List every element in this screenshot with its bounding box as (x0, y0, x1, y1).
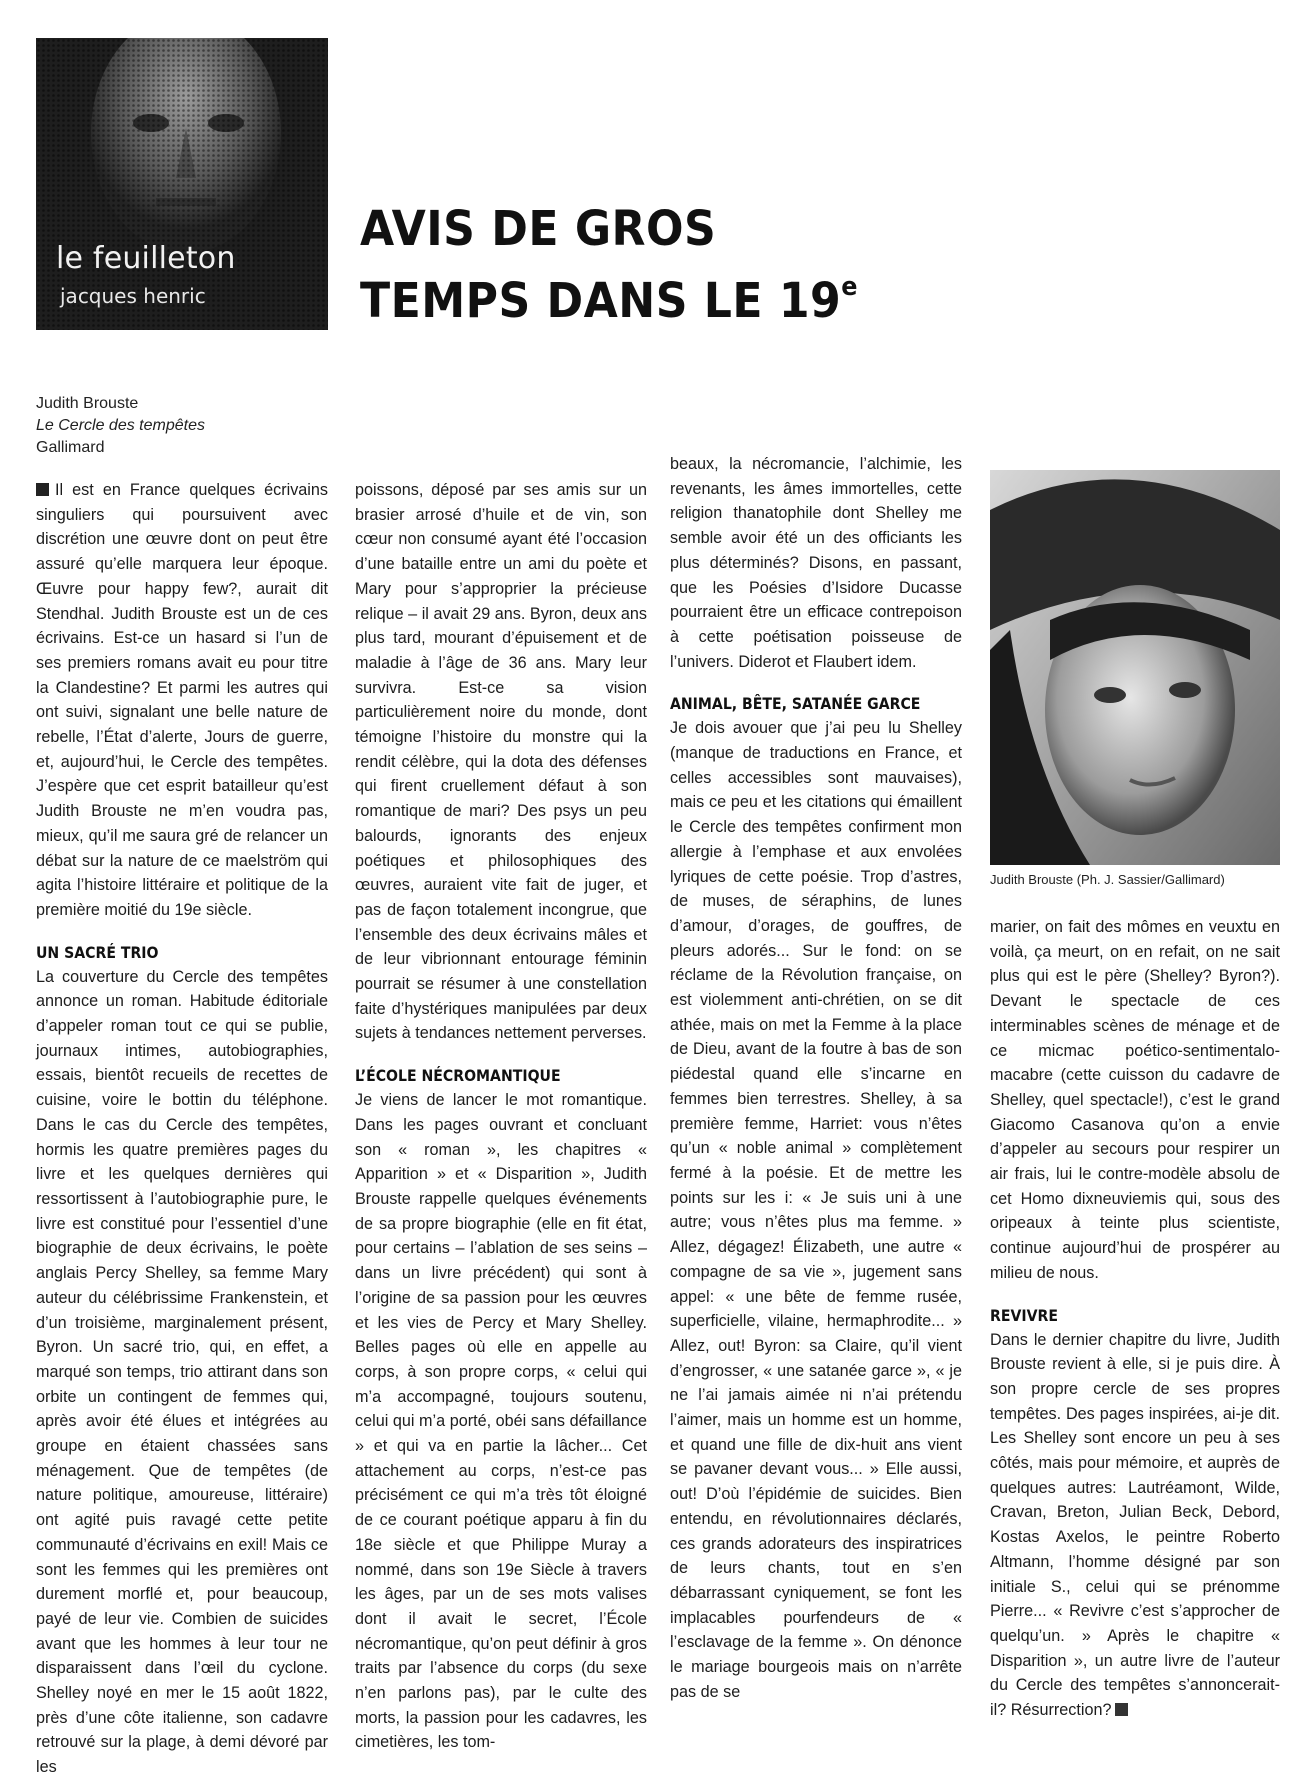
book-author: Judith Brouste (36, 395, 139, 412)
headline-line-2 (360, 258, 1004, 330)
paragraph: Je viens de lancer le mot romantique. Dans les pages ouvrant et concluant son « roman », les chapitres « Apparition » et « Disparition », Judith Brouste rappelle quelques événements de sa propre biographie (elle en fit état, pour certains – l’ablation de ses seins – dans un livre précédent) qui sont à l’origine de sa passion pour les œuvres et les vies de Percy et Mary Shelley. Belles pages où elle en appelle au corps, à son propre corps, « celui qui m’a accompagné, toujours soutenu, celui qui m’a porté, obéi sans défaillance » et qui va en partie la lâcher... Cet attachement au corps, n’est-ce pas précisément ce qui m’a très tôt éloigné de ce courant poétique apparu à fin du 18e siècle et que Philippe Muray a nommé, dans son 19e Siècle à travers les âges, par un de ses mots valises dont il avait le secret, l’École nécromantique, qu’on peut définir à gros traits par l’absence du corps (du sexe n’en parlons pas), par le culte des morts, la passion pour les cadavres, les cimetières, les tom- (355, 1091, 647, 1752)
headline (360, 200, 1004, 330)
book-info (36, 393, 205, 459)
subject-photo-image (990, 470, 1280, 865)
paragraph: poissons, déposé par ses amis sur un brasier arrosé d’huile et de vin, son cœur non consumé ayant été l’occasion d’une bataille entre un ami du poète et Mary pour s’approprier la précieuse relique – il avait 29 ans. Byron, deux ans plus tard, mourant d’épuisement et de maladie à l’âge de 36 ans. Mary leur survivra. Est-ce sa vision particulièrement noire du monde, dont témoigne l’histoire du monstre qui la rendit célèbre, qui la dota des défenses qui firent cruellement défaut à son romantique de mari? Des psys un peu balourds, ignorants des enjeux poétiques et philosophiques des œuvres, auraient vite fait de juger, et pas de façon totalement incongrue, que l’ensemble des deux écrivains mâles et de leur vibrionnant entourage féminin pourrait se résumer à une constellation faite d’hystériques manipulées par deux sujets à tendances nettement perverses. (355, 481, 647, 1043)
article-column-2 (355, 478, 647, 1755)
book-title: Le Cercle des tempêtes (36, 417, 205, 434)
section-heading: UN SACRÉ TRIO (36, 942, 159, 962)
paragraph-text: Il est en France quelques écrivains singuliers qui poursuivent avec discrétion une œuvre dont on peut être assuré qu’elle marquera leur époque. Œuvre pour happy few?, aurait dit Stendhal. Judith Brouste est un de ces écrivains. Est-ce un hasard si l’un de ses premiers romans avait eu pour titre la Clandestine? Et parmi les autres qui ont suivi, signalant une belle nature de rebelle, l’État d’alerte, Jours de guerre, et, aujourd’hui, le Cercle des tempêtes. J’espère que cet esprit batailleur qu’est Judith Brouste ne m’en voudra pas, mieux, qu’il me saura gré de relancer un débat sur la nature de ce maelström qui agita l’histoire littéraire et politique de la première moitié du 19e siècle. (36, 481, 328, 919)
section-heading: ANIMAL, BÊTE, SATANÉE GARCE (670, 694, 921, 714)
book-publisher: Gallimard (36, 439, 105, 456)
series-label: le feuilleton (56, 241, 236, 276)
headline-superscript: e (841, 272, 858, 302)
author-portrait (36, 38, 328, 330)
article-column-4 (990, 915, 1280, 1723)
paragraph-text: Dans le dernier chapitre du livre, Judith Brouste revient à elle, si je puis dire. À son propre cercle de ses propres tempêtes. Des pages inspirées, ai-je dit. Les Shelley sont encore un peu à ses côtés, mais pour mémoire, et auprès de quelques autres: Lautréamont, Wilde, Cravan, Breton, Julian Beck, Debord, Kostas Axelos, le peintre Roberto Altmann, l’homme désigné par son initiale S., celui qui se prénomme Pierre... « Revivre c’est s’approcher de quelqu’un. » Après le chapitre « Disparition », un autre livre de l’auteur du Cercle des tempêtes s’annoncerait-il? Résurrection? (990, 1330, 1280, 1720)
paragraph: La couverture du Cercle des tempêtes annonce un roman. Habitude éditoriale d’appeler roman tout ce qui se publie, journaux intimes, autobiographies, essais, bientôt recueils de recettes de cuisine, voire le bottin du téléphone. Dans le cas du Cercle des tempêtes, hormis les quatre premières pages du livre et les quelques dernières qui ressortissent à l’autobiographie pure, le livre est constitué pour l’essentiel d’une biographie de deux écrivains, le poète anglais Percy Shelley, sa femme Mary auteur du célébrissime Frankenstein, et d’un troisième, marginalement présent, Byron. Un sacré trio, qui, en effet, a marqué son temps, trio attirant dans son orbite un contingent de femmes qui, après avoir été élues et intégrées au groupe en étaient chassées sans ménagement. Que de tempêtes (de nature politique, amoureuse, littéraire) ont agité puis ravagé cette petite communauté d’écrivains en exil! Mais ce sont les femmes qui les premières ont durement morflé et, pour beaucoup, payé de leur vie. Combien de suicides avant que les hommes à leur tour ne disparaissent dans l’œil du cyclone. Shelley noyé en mer le 15 août 1822, près d’une côte italienne, son cadavre retrouvé sur la plage, à demi dévoré par les (36, 967, 328, 1777)
paragraph: marier, on fait des mômes en veuxtu en voilà, ça meurt, on en refait, on ne sait plus qui est le père (Shelley? Byron?). Devant le spectacle de ces interminables scènes de ménage et de ce micmac poético-sentimentalo-macabre (cette cuisson du cadavre de Shelley, quel spectacle!), c’est le grand Giacomo Casanova qu’on a envie d’appeler au secours pour respirer un air frais, lui le contre-modèle absolu de cet Homo dixneuviemis qui, sous des oripeaux à teinte plus scientiste, continue aujourd’hui de prospérer au milieu de nous. (990, 918, 1280, 1282)
article-column-3 (670, 452, 962, 1704)
paragraph: beaux, la nécromancie, l’alchimie, les revenants, les âmes immortelles, cette religion thanatophile dont Shelley me semble avoir été un des officiants les plus déterminés? Disons, en passant, que les Poésies d’Isidore Ducasse pourraient être un efficace contrepoison à cette poétisation poisseuse de l’univers. Diderot et Flaubert idem. (670, 455, 962, 671)
section-heading: L’ÉCOLE NÉCROMANTIQUE (355, 1066, 561, 1086)
article-column-1 (36, 478, 328, 1780)
photo-caption: Judith Brouste (Ph. J. Sassier/Gallimard) (990, 872, 1225, 887)
article-end-mark-icon (1115, 1703, 1128, 1716)
paragraph (990, 1328, 1280, 1723)
headline-line-2-text: TEMPS DANS LE 19 (360, 273, 842, 329)
article-start-mark-icon (36, 483, 49, 496)
headline-line-1: AVIS DE GROS (360, 201, 717, 257)
author-name: jacques henric (60, 284, 206, 308)
paragraph: Je dois avouer que j’ai peu lu Shelley (manque de traductions en France, et celles accessibles sont mauvaises), mais ce peu et les citations qui émaillent le Cercle des tempêtes confirment mon allergie à l’emphase et aux envolées lyriques de cette poésie. Trop d’astres, de muses, de séraphins, de lunes d’amour, d’orages, de gouffres, de pleurs adorés... Sur le fond: on se réclame de la Révolution française, on est violemment anti-chrétien, on se dit athée, mais on met la Femme à la place de Dieu, avant de la foutre à bas de son piédestal quand elle s’incarne en femmes bien terrestres. Shelley, à sa première femme, Harriet: vous n’êtes qu’un « noble animal » complètement fermé à la poésie. Et de mettre les points sur les i: « Je suis uni à une autre; vous n’êtes plus ma femme. » Allez, dégagez! Élizabeth, une autre « compagne de sa vie », jugement sans appel: « une bête de femme rusée, superficielle, vilaine, hermaphrodite... » Allez, out! Byron: sa Claire, qu’il vient d’engrosser, « une satanée garce », « je ne l’ai jamais aimée ni n’ai prétendu l’aimer, mais un homme est un homme, et quand une fille de dix-huit ans vient se pavaner devant vous... » Elle aussi, out! D’où l’épidémie de suicides. Bien entendu, en révolutionnaires déclarés, ces grands adorateurs des inspiratrices de leurs chants, tout en s’en débarrassant cyniquement, se font les implacables pourfendeurs de « l’esclavage de la femme ». On dénonce le mariage bourgeois mais on n’arrête pas de se (670, 719, 962, 1701)
paragraph (36, 478, 328, 923)
section-heading: REVIVRE (990, 1305, 1058, 1325)
subject-photo (990, 470, 1280, 865)
